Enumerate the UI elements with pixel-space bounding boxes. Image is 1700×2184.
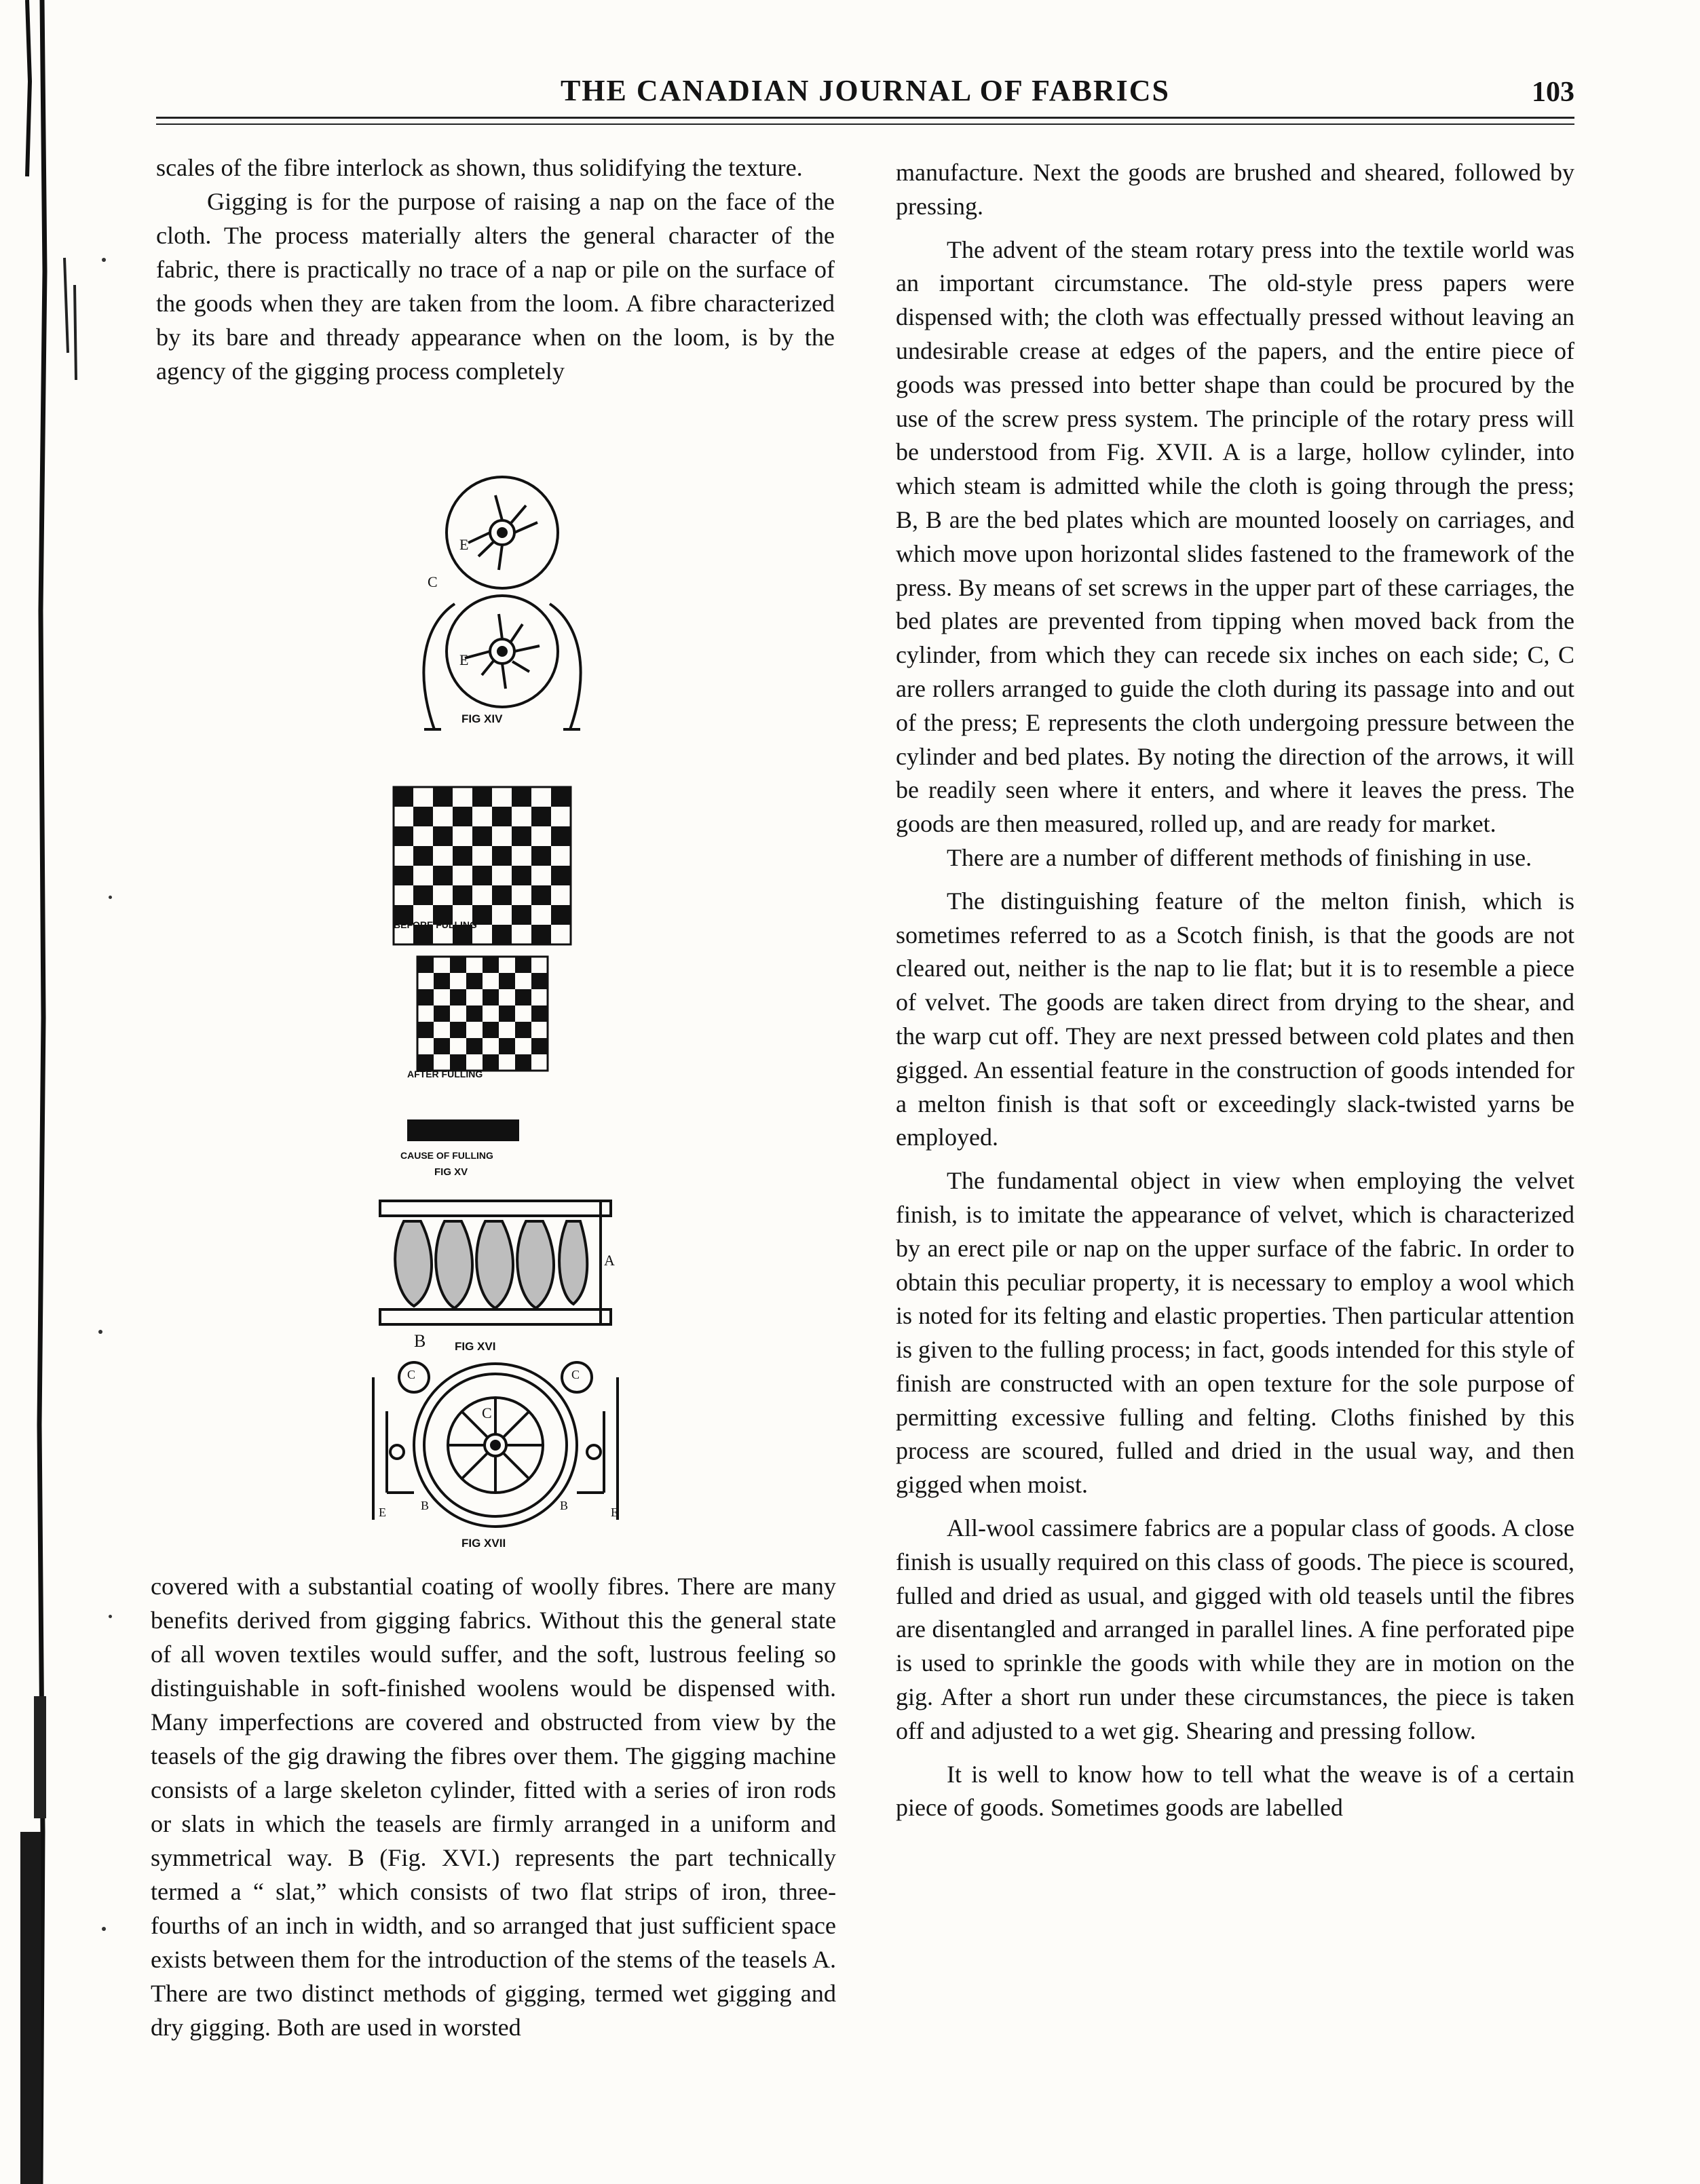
fig16-drawing: [380, 1201, 611, 1324]
grid-square: [499, 1005, 515, 1022]
fig14-label: C: [428, 573, 438, 590]
grid-square: [413, 807, 433, 826]
fig14-caption: FIG XIV: [461, 712, 503, 725]
header-rule: [156, 123, 1574, 125]
grid-square: [453, 885, 472, 905]
figure-group: [360, 468, 685, 1554]
fig15-caption-cause: CAUSE OF FULLING: [400, 1150, 493, 1161]
fig17-label: B: [560, 1499, 569, 1512]
grid-square: [413, 885, 433, 905]
grid-square: [531, 925, 551, 944]
grid-square: [453, 807, 472, 826]
page-number: 103: [1532, 77, 1574, 108]
grid-square: [466, 1005, 483, 1022]
grid-square: [413, 846, 433, 866]
grid-square: [512, 787, 531, 807]
paragraph: All-wool cassimere fabrics are a popular class of goods. A close finish is usually required on this class of goods. The piece is scoured, fulled and dried as usual, and gigged with old teasels until the fibres are disentangled and arranged in parallel lines. A fine perforated pipe is used to sprinkle the goods with while they are in motion on the gig. After a short run under these circumstances, the piece is taken off and adjusted to a wet gig. Shearing and pressing follow.: [896, 1514, 1574, 1744]
grid-square: [499, 1038, 515, 1054]
grid-square: [450, 989, 466, 1005]
fig17-label: C: [571, 1368, 580, 1381]
grid-square: [434, 973, 450, 989]
speck: [102, 258, 106, 262]
left-column-top: [156, 151, 835, 388]
right-column: [896, 156, 1574, 1825]
fig14-label: E: [459, 536, 469, 553]
grid-square: [531, 846, 551, 866]
grid-square: [394, 866, 413, 885]
grid-square: [515, 1054, 531, 1071]
grid-square: [531, 1005, 548, 1022]
speck: [109, 1615, 112, 1618]
grid-square: [483, 1054, 499, 1071]
grid-square: [512, 826, 531, 846]
grid-square: [515, 989, 531, 1005]
grid-square: [466, 973, 483, 989]
fig17-caption: FIG XVII: [461, 1537, 506, 1550]
paragraph: scales of the fibre interlock as shown, thus solidifying the texture.: [156, 154, 803, 181]
grid-square: [472, 866, 492, 885]
grid-square: [394, 787, 413, 807]
running-head: THE CANADIAN JOURNAL OF FABRICS: [560, 74, 1171, 107]
grid-square: [515, 957, 531, 973]
fig17-label: B: [421, 1499, 430, 1512]
grid-square: [551, 905, 571, 925]
grid-square: [492, 885, 512, 905]
grid-square: [531, 1038, 548, 1054]
grid-square: [453, 846, 472, 866]
paragraph: The fundamental object in view when employing the velvet finish, is to imitate the appearance of velvet, which is characterized by an erect pile or nap on the upper surface of the fabric. In order to obtain this peculiar property, it is necessary to employ a wool which is noted for its felting and elastic properties. Then particular attention is given to the fulling process; in fact, goods intended for this style of finish are constructed with an open texture for the sole purpose of permitting excessive fulling and felting. Cloths finished by this process are scoured, fulled and dried in the usual way, and then gigged when moist.: [896, 1167, 1574, 1499]
grid-square: [433, 826, 453, 846]
page-header: [156, 73, 1574, 121]
paragraph: Gigging is for the purpose of raising a nap on the face of the cloth. The process materially alters the general character of the fabric, there is practically no trace of a nap or pile on the surface of the goods when they are taken from the loom. A fibre characterized by its bare and thready appearance when on the loom, is by the agency of the gigging process completely: [156, 188, 835, 385]
grid-square: [492, 925, 512, 944]
fig15-after-fulling-grid: [417, 957, 548, 1071]
grid-square: [450, 957, 466, 973]
fig15-caption: FIG XV: [434, 1166, 468, 1178]
grid-square: [483, 1022, 499, 1038]
speck: [102, 1927, 106, 1931]
grid-square: [512, 866, 531, 885]
grid-square: [492, 846, 512, 866]
grid-square: [466, 1038, 483, 1054]
grid-square: [512, 905, 531, 925]
header-rule: [156, 117, 1574, 119]
grid-square: [450, 1022, 466, 1038]
fig17-label: C: [407, 1368, 416, 1381]
grid-square: [417, 1022, 434, 1038]
paragraph: covered with a substantial coating of woolly fibres. There are many benefits derived from gigging fabrics. Without this the general state of all woven textiles would suffer, and the soft, lustrous feeling so distinguishable in soft-finished woolens would be dispensed with. Many imperfections are covered and obstructed from view by the teasels of the gig drawing the fibres over them. The gigging machine consists of a large skeleton cylinder, fitted with a series of iron rods or slats in which the teasels are firmly arranged in a uniform and symmetrical way. B (Fig. XVI.) represents the part technically termed a “ slat,” which consists of two flat strips of iron, three-fourths of an inch in width, and so arranged that just sufficient space exists between them for the introduction of the stems of the teasels A. There are two distinct methods of gigging, termed wet gigging and dry gigging. Both are used in worsted: [151, 1573, 836, 2041]
paragraph: The advent of the steam rotary press into the textile world was an important circumstance. The old-style press papers were dispensed with; the cloth was effectually pressed without leaving an undesirable crease at edges of the papers, and the entire piece of goods was pressed into better shape than could be procured by the use of the screw press system. The principle of the rotary press will be understood from Fig. XVII. A is a large, hollow cylinder, into which steam is admitted while the cloth is going through the press; B, B are the bed plates which are mounted loosely on carriages, and which move upon horizontal slides fastened to the framework of the press. By means of set screws in the upper part of these carriages, the bed plates are prevented from tipping when moved back from the cylinder, from which they can recede six inches on each side; C, C are rollers arranged to guide the cloth during its passage into and out of the press; E represents the cloth undergoing pressure between the cylinder and bed plates. By noting the direction of the arrows, it will be readily seen where it enters, and where it leaves the press. The goods are then measured, rolled up, and are ready for market.: [896, 235, 1574, 838]
grid-square: [394, 826, 413, 846]
fig16-label: B: [414, 1331, 426, 1351]
grid-square: [492, 807, 512, 826]
paragraph: The distinguishing feature of the melton finish, which is sometimes referred to as a Scotch finish, is that the goods are not cleared out, neither is the nap to lie flat; but it is to resemble a piece of velvet. The goods are taken direct from drying to the shear, and the warp cut off. They are next pressed between cold plates and then gigged. An essential feature in the construction of goods intended for a melton finish is that soft or exceedingly slack-twisted yarns be employed.: [896, 887, 1574, 1151]
fig15-caption-after: AFTER FULLING: [407, 1069, 483, 1079]
fig17-label: E: [611, 1506, 618, 1519]
fig17-label: E: [379, 1506, 386, 1519]
grid-square: [433, 787, 453, 807]
speck: [109, 896, 112, 899]
paragraph: There are a number of different methods of finishing in use.: [947, 843, 1532, 871]
grid-square: [483, 989, 499, 1005]
grid-square: [531, 973, 548, 989]
grid-square: [472, 787, 492, 807]
fig17-drawing: [373, 1362, 618, 1527]
fig14-label: E: [459, 651, 469, 668]
speck: [98, 1330, 102, 1334]
fig15-caption-before: BEFORE FULLING: [394, 919, 477, 930]
grid-square: [551, 787, 571, 807]
grid-square: [515, 1022, 531, 1038]
grid-square: [483, 957, 499, 973]
grid-square: [551, 826, 571, 846]
fig15-cause-block: [407, 1119, 519, 1141]
fig14-drawing: [423, 477, 580, 729]
left-column-bottom: [151, 1569, 836, 2044]
fig16-label: A: [604, 1252, 615, 1269]
paragraph: manufacture. Next the goods are brushed and sheared, followed by pressing.: [896, 159, 1574, 220]
grid-square: [531, 885, 551, 905]
grid-square: [417, 989, 434, 1005]
fig16-caption: FIG XVI: [455, 1340, 496, 1353]
grid-square: [472, 826, 492, 846]
fig17-label: C: [482, 1404, 492, 1421]
paragraph: It is well to know how to tell what the weave is of a certain piece of goods. Sometimes goods are labelled: [896, 1760, 1574, 1822]
grid-square: [499, 973, 515, 989]
grid-square: [434, 1038, 450, 1054]
grid-square: [433, 866, 453, 885]
grid-square: [434, 1005, 450, 1022]
grid-square: [531, 807, 551, 826]
binding-edge: [0, 0, 81, 2184]
grid-square: [551, 866, 571, 885]
grid-square: [417, 957, 434, 973]
